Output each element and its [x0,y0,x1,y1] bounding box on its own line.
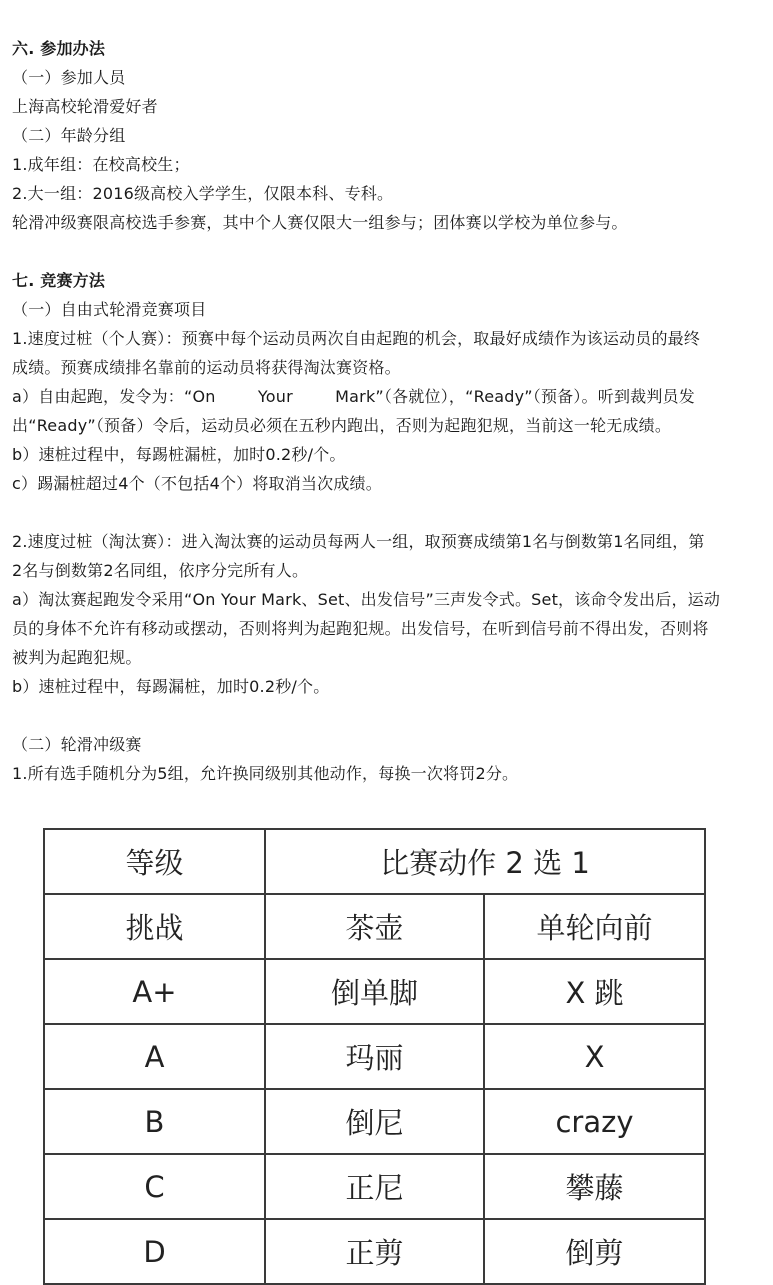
header-level-cell: 等级 [44,829,265,894]
s6-line: 轮滑冲级赛限高校选手参赛，其中个人赛仅限大一组参与；团体赛以学校为单位参与。 [12,213,628,232]
s7-line: a）淘汰赛起跑发令采用“On Your Mark、Set、出发信号”三声发令式。Set，该命令发出后，运动 [12,590,721,609]
s7-line: 出“Ready”（预备）令后，运动员必须在五秒内跑出，否则为起跑犯规，当前这一轮无成绩。 [12,416,672,435]
table-row [44,894,705,959]
level-table-container [43,828,704,1285]
table-row [44,1219,705,1284]
action-2-cell: crazy [484,1089,705,1154]
s7-line: b）速桩过程中，每踢桩漏桩，加时0.2秒/个。 [12,445,346,464]
s6-line: 1.成年组：在校高校生； [12,155,190,174]
paragraph-spacer [12,237,740,266]
s6-line: 2.大一组：2016级高校入学学生，仅限本科、专科。 [12,184,394,203]
s7-line: （一）自由式轮滑竞赛项目 [12,300,207,319]
level-cell: A [44,1024,265,1089]
action-2-cell: X [484,1024,705,1089]
s7-line: c）踢漏桩超过4个（不包括4个）将取消当次成绩。 [12,474,382,493]
s7-line: 1.所有选手随机分为5组，允许换同级别其他动作，每换一次将罚2分。 [12,764,519,783]
s7-line: 成绩。预赛成绩排名靠前的运动员将获得淘汰赛资格。 [12,358,401,377]
article-body [12,34,740,788]
action-1-cell: 倒单脚 [265,959,484,1024]
table-header-row [44,829,705,894]
action-1-cell: 茶壶 [265,894,484,959]
section-6-heading: 六. 参加办法 [12,39,106,58]
s7-line: a）自由起跑，发令为：“On Your Mark”（各就位），“Ready”（预备）。听到裁判员发 [12,387,695,406]
level-cell: A+ [44,959,265,1024]
s6-line: （一）参加人员 [12,68,126,87]
action-1-cell: 正剪 [265,1219,484,1284]
section-7-heading: 七. 竞赛方法 [12,271,106,290]
table-row [44,1154,705,1219]
table-row [44,1089,705,1154]
level-cell: D [44,1219,265,1284]
s7-line: 被判为起跑犯规。 [12,648,142,667]
s7-line: （二）轮滑冲级赛 [12,735,142,754]
header-action-cell: 比赛动作 2 选 1 [265,829,705,894]
level-action-table [43,828,706,1285]
action-1-cell: 正尼 [265,1154,484,1219]
paragraph-spacer [12,701,740,730]
s7-line: 1.速度过桩（个人赛）：预赛中每个运动员两次自由起跑的机会，取最好成绩作为该运动员的最终 [12,329,701,348]
action-1-cell: 倒尼 [265,1089,484,1154]
s7-line: b）速桩过程中，每踢漏桩，加时0.2秒/个。 [12,677,330,696]
level-cell: B [44,1089,265,1154]
s7-line: 员的身体不允许有移动或摆动，否则将判为起跑犯规。出发信号，在听到信号前不得出发，否则将 [12,619,709,638]
s6-line: （二）年龄分组 [12,126,126,145]
table-row [44,959,705,1024]
s7-line: 2名与倒数第2名同组，依序分完所有人。 [12,561,309,580]
s7-line: 2.速度过桩（淘汰赛）：进入淘汰赛的运动员每两人一组，取预赛成绩第1名与倒数第1名同组，第 [12,532,705,551]
paragraph-spacer [12,498,740,527]
level-cell: C [44,1154,265,1219]
s6-line: 上海高校轮滑爱好者 [12,97,158,116]
table-row [44,1024,705,1089]
action-2-cell: 单轮向前 [484,894,705,959]
action-1-cell: 玛丽 [265,1024,484,1089]
action-2-cell: 倒剪 [484,1219,705,1284]
level-cell: 挑战 [44,894,265,959]
action-2-cell: 攀藤 [484,1154,705,1219]
action-2-cell: X 跳 [484,959,705,1024]
